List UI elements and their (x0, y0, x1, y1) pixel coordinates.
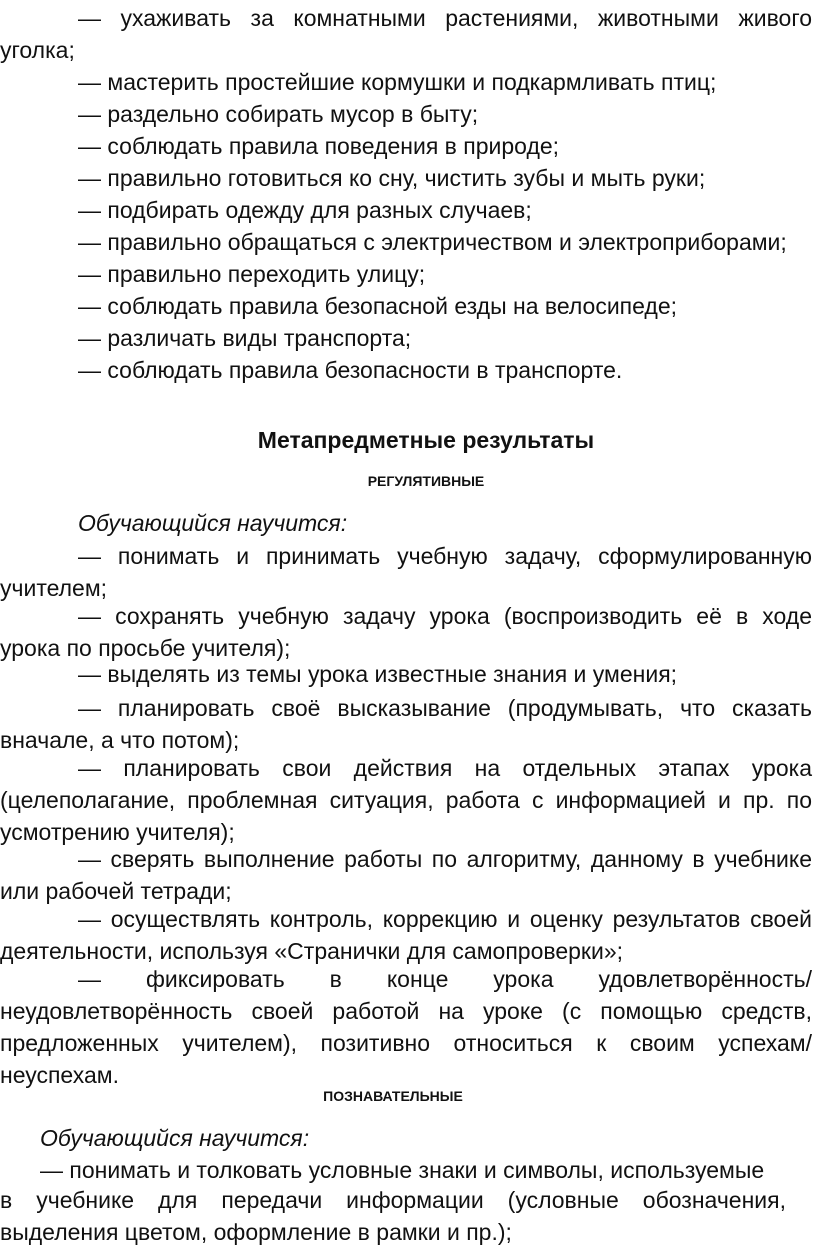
list-item: — правильно готовиться ко сну, чистить зубы и мыть руки; (78, 165, 706, 191)
list-item: — соблюдать правила безопасности в транспорте. (78, 357, 623, 383)
list-item: — различать виды транспорта; (78, 325, 412, 351)
list-item: — раздельно собирать мусор в быту; (78, 101, 479, 127)
section-heading: Метапредметные результаты (257, 427, 595, 453)
list-item: — ухаживать за комнатными растениями, животными живого уголка; (0, 5, 812, 63)
list-item: в учебнике для передачи информации (условные обозначения, выделения цветом, оформление в рамки и пр.); (0, 1187, 786, 1245)
list-item: — понимать и принимать учебную задачу, сформулированную учителем; (0, 543, 812, 601)
list-item: — понимать и толковать условные знаки и символы, используемые (40, 1157, 765, 1183)
list-item: — мастерить простейшие кормушки и подкармливать птиц; (78, 69, 717, 95)
list-item: — сверять выполнение работы по алгоритму, данному в учебнике или рабочей тетради; (0, 846, 812, 904)
intro-text: Обучающийся научится: (78, 510, 348, 536)
list-item: — фиксировать в конце урока удовлетворённость/неудовлетворённость своей работой на уроке (с помощью средств, предложенных учителем), позитивно относиться к своим успехам/неуспехам. (0, 966, 812, 1088)
subsection-title-cognitive: ПОЗНАВАТЕЛЬНЫЕ (323, 1088, 463, 1104)
list-item: — сохранять учебную задачу урока (воспроизводить её в ходе урока по просьбе учителя); (0, 603, 812, 661)
list-item: — подбирать одежду для разных случаев; (78, 197, 532, 223)
list-item: — правильно переходить улицу; (78, 261, 426, 287)
subsection-title-regulative: РЕГУЛЯТИВНЫЕ (367, 473, 485, 489)
list-item: — правильно обращаться с электричеством и электроприборами; (78, 229, 787, 255)
list-item: — соблюдать правила безопасной езды на велосипеде; (78, 293, 678, 319)
list-item: — выделять из темы урока известные знания и умения; (78, 661, 678, 687)
intro-text: Обучающийся научится: (40, 1125, 310, 1151)
list-item: — планировать своё высказывание (продумывать, что сказать вначале, а что потом); (0, 695, 812, 753)
list-item: — соблюдать правила поведения в природе; (78, 133, 560, 159)
list-item: — осуществлять контроль, коррекцию и оценку результатов своей деятельности, используя «Странички для самопроверки»; (0, 906, 812, 964)
list-item: — планировать свои действия на отдельных этапах урока (целеполагание, проблемная ситуация, работа с информацией и пр. по усмотрению учителя); (0, 755, 812, 845)
